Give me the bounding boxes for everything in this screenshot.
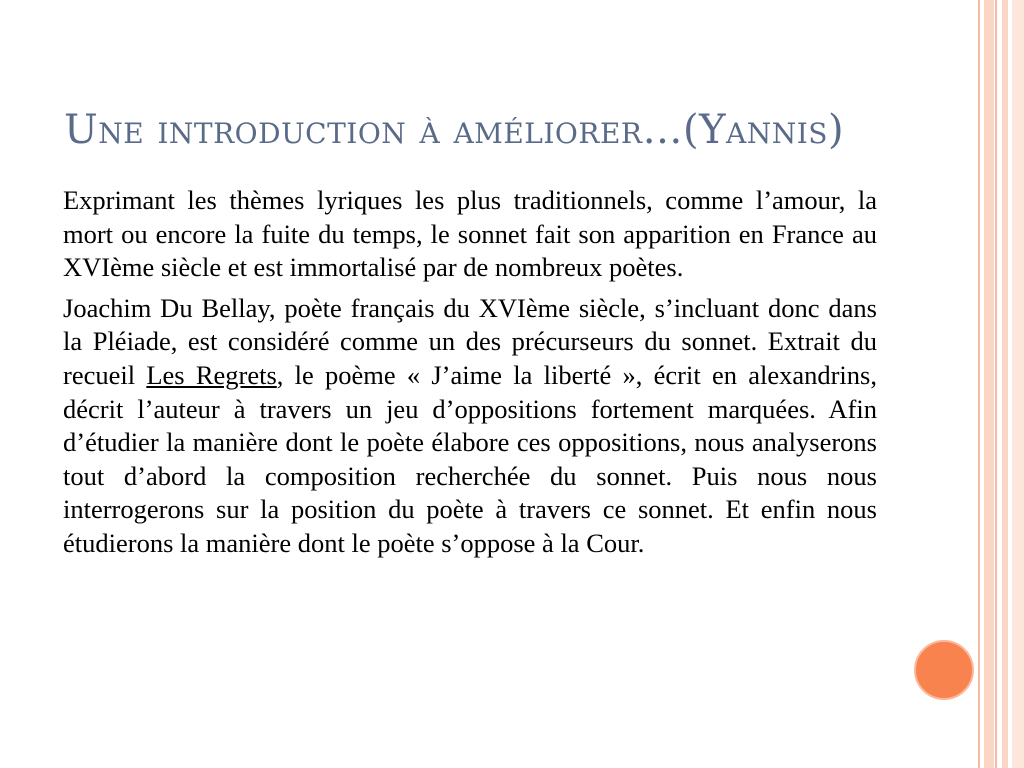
slide-body — [63, 184, 877, 568]
decorative-stripe — [984, 0, 994, 768]
paragraph-main-end: , le poème « J’aime la liberté », écrit en alexandrins, décrit l’auteur à travers un jeu d’oppositions fortement marquées. Afin d’étudier la manière dont le poète élabore ces oppositions, nous analyserons tout d’abord la composition recherchée du sonnet. Puis nous nous interrogerons sur la position du poète à travers ce sonnet. Et enfin nous étudierons la manière dont le poète s’oppose à la Cour. — [63, 359, 877, 558]
decorative-stripe — [995, 0, 997, 768]
paragraph-intro: Exprimant les thèmes lyriques les plus traditionnels, comme l’amour, la mort ou encore la fuite du temps, le sonnet fait son apparition en France au XVIème siècle et est immortalisé par de nombreux poètes. — [63, 185, 877, 283]
decorative-stripe — [1002, 0, 1008, 768]
decorative-stripe — [1012, 0, 1024, 768]
slide-title: Une introduction à améliorer…(Yannis) — [64, 107, 845, 153]
decorative-stripe — [978, 0, 980, 768]
paragraph-main-start: Joachim Du Bellay, poète français du XVIème siècle, s’incluant donc dans la Pléiade, est considéré comme un des précurseurs du sonnet. Extrait du recueil — [63, 292, 877, 390]
decorative-circle — [914, 640, 974, 700]
paragraph-main — [63, 292, 877, 561]
book-title: Les Regrets — [146, 359, 277, 390]
